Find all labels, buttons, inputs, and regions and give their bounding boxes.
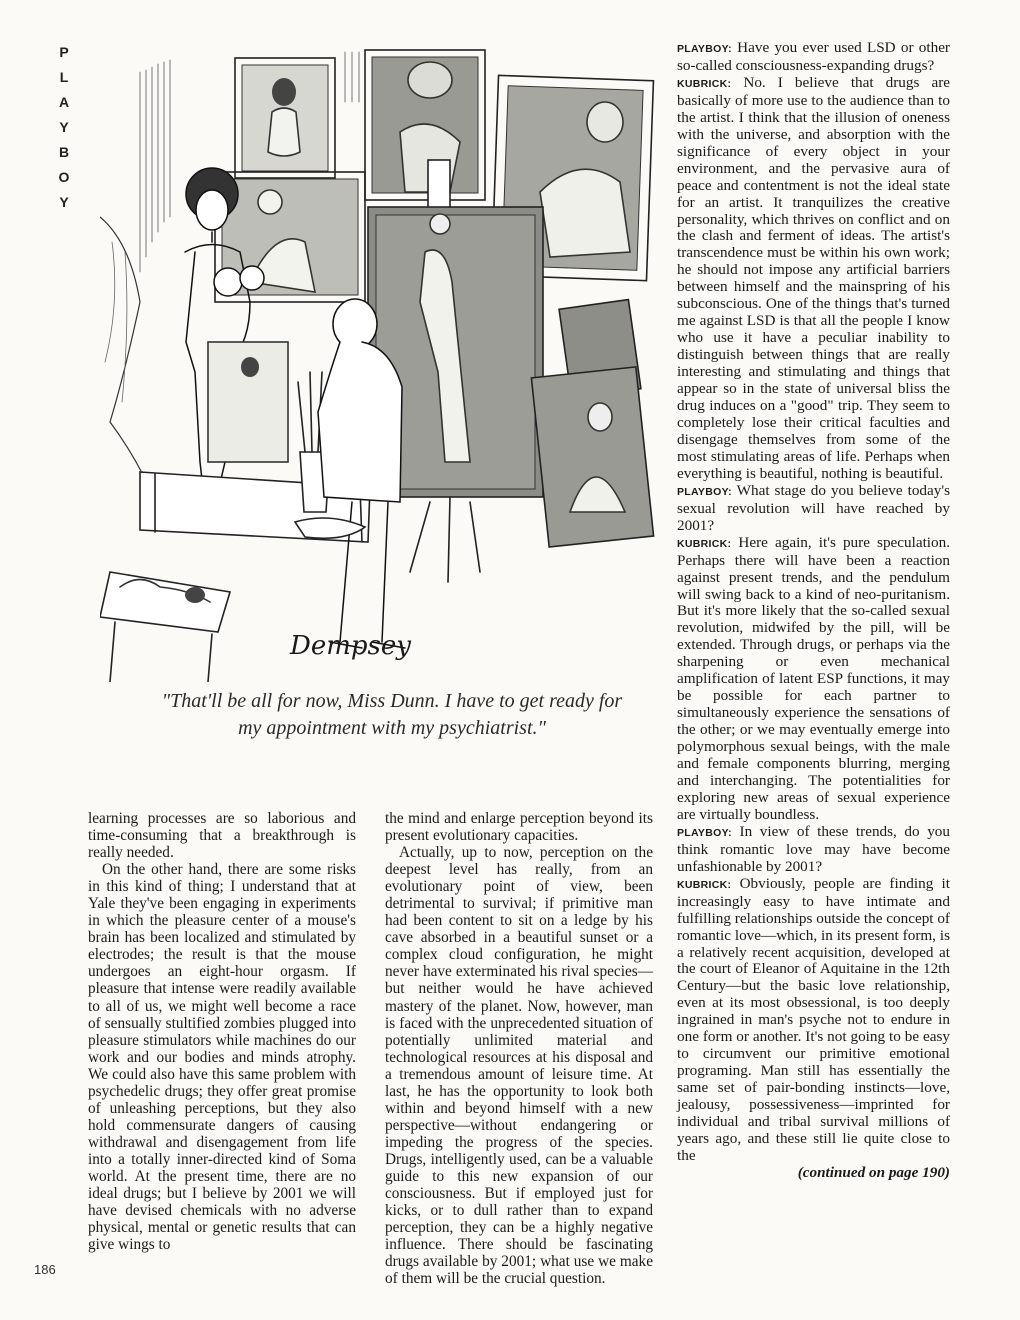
paragraph: On the other hand, there are some risks in this kind of thing; I understand that at Yale they've been engaging in experiments in which the pleasure center of a mouse's brain has been localized and stimulated by electrodes; the result is that the mouse undergoes an eight-hour orgasm. If pleasure that intense were readily available to all of us, we might well become a race of sensually stultified zombies plugged into pleasure stimulators while machines do our work and our bodies and minds atrophy. We could also have this same problem with psychedelic drugs; they offer great promise of unleashing perceptions, but they also hold commensurate dangers of causing withdrawal and disengagement from life into a totally inner-directed kind of Soma world. At the present time, there are no ideal drugs; but I believe by 2001 we will have devised chemicals with no adverse physical, mental or genetic results that can give wings to	[88, 861, 356, 1254]
paragraph: the mind and enlarge perception beyond its present evolutionary capacities.	[385, 810, 653, 845]
paragraph: learning processes are so laborious and time-consuming that a breakthrough is really needed.	[88, 810, 356, 862]
masthead-letter: L	[59, 69, 69, 85]
paragraph: Actually, up to now, perception on the deepest level has really, from an evolutionary point of view, been detrimental to survival; if primitive man had been content to sit on a ledge by his cave absorbed in a beautiful sunset or a complex cloud configuration, he might never have exterminated his rival species—but neither would he have achieved mastery of the planet. Now, however, man is faced with the unprecedented situation of potentially unlimited material and technological resources at his disposal and a tremendous amount of leisure time. At last, he has the opportunity to look both within and beyond himself with a new perspective—without endangering or impeding the progress of the species. Drugs, intelligently used, can be a valuable guide to this new expansion of our consciousness. But if employed just for kicks, or to dull rather than to expand perception, they can be a highly negative influence. There should be fascinating drugs available by 2001; what use we make of them will be the crucial question.	[385, 844, 653, 1288]
entry-text: Obviously, people are finding it increasingly easy to have intimate and fulfilling relationships outside the concept of romantic love—which, in its present form, is a relatively recent acquisition, developed at the court of Eleanor of Aquitaine in the 12th Century—but the basic love relationship, even at its most obsessional, is too deeply ingrained in man's psyche not to endure in one form or another. It's not going to be easy to circumvent our primitive emotional programing. Man still has essentially the same set of pair-bonding instincts—love, jealousy, possessiveness—imprinted for individual and tribal survival millions of years ago, and these still lie quite close to the	[677, 874, 950, 1164]
page-number: 186	[34, 1262, 56, 1277]
speaker-label: KUBRICK:	[677, 878, 732, 891]
article-column-1	[88, 810, 356, 1253]
magazine-masthead	[52, 40, 76, 215]
interview-column	[677, 40, 950, 1182]
speaker-label: KUBRICK:	[677, 77, 732, 90]
article-column-2	[385, 810, 653, 1287]
entry-text: No. I believe that drugs are basically of more use to the audience than to the artist. I think that the illusion of oneness with the universe, and absorption with the significance of every object in your environment, and the pervasive aura of peace and contentment is not the ideal state for an artist. It tranquilizes the creative personality, which thrives on conflict and on the clash and ferment of ideas. The artist's transcendence must be within his own work; he should not impose any artificial barriers between himself and the mainspring of his subconscious. One of the things that's turned me against LSD is that all the people I know who use it have a peculiar inability to distinguish between things that are really interesting and stimulating and things that appear so in the state of universal bliss the drug induces on a "good" trip. They seem to completely lose their critical faculties and disengage themselves from some of the most stimulating areas of life. Perhaps when everything is beautiful, nothing is beautiful.	[677, 73, 951, 482]
cartoon-illustration	[100, 42, 660, 682]
interview-entry	[677, 75, 950, 483]
cartoon-caption: "That'll be all for now, Miss Dunn. I have to get ready for my appointment with my psychiatrist."	[161, 690, 623, 739]
interview-entry	[677, 535, 950, 824]
masthead-letter: Y	[59, 194, 69, 210]
masthead-letter: Y	[59, 119, 69, 135]
speaker-label: KUBRICK:	[677, 537, 732, 550]
masthead-letter: A	[58, 94, 70, 110]
easel-legs	[410, 497, 480, 582]
painting-frame	[531, 367, 653, 547]
interview-entry	[677, 483, 950, 535]
interview-entry	[677, 876, 950, 1165]
masthead-letter: B	[58, 144, 70, 160]
speaker-label: PLAYBOY:	[677, 43, 732, 55]
interview-entry	[677, 824, 950, 876]
masthead-letter: O	[58, 169, 70, 185]
speaker-label: PLAYBOY:	[677, 826, 732, 839]
entry-text: What stage do you believe today's sexual revolution will have reached by 2001?	[677, 481, 950, 534]
continued-note: (continued on page 190)	[797, 1163, 950, 1181]
speaker-label: PLAYBOY:	[677, 485, 732, 498]
cartoonist-signature: Dempsey	[290, 631, 411, 661]
entry-text: Have you ever used LSD or other so-called consciousness-expanding drugs?	[677, 39, 950, 74]
entry-text: In view of these trends, do you think romantic love may have become unfashionable by 2001?	[677, 822, 950, 875]
masthead-letter: P	[59, 44, 69, 60]
entry-text: Here again, it's pure speculation. Perhaps there will have been a reaction against present trends, and the pendulum will swing back to a kind of neo-puritanism. But it's more likely that the so-called sexual revolution, midwifed by the pill, will be extended. Through drugs, or perhaps via the sharpening or even mechanical amplification of latent ESP functions, it may be possible for each partner to simultaneously experience the sensations of the other; or we may eventually emerge into polymorphous sexual beings, with the male and female components blurring, merging and interchanging. The potentialities for exploring new areas of sexual experience are virtually boundless.	[677, 533, 950, 823]
interview-entry	[677, 40, 950, 75]
